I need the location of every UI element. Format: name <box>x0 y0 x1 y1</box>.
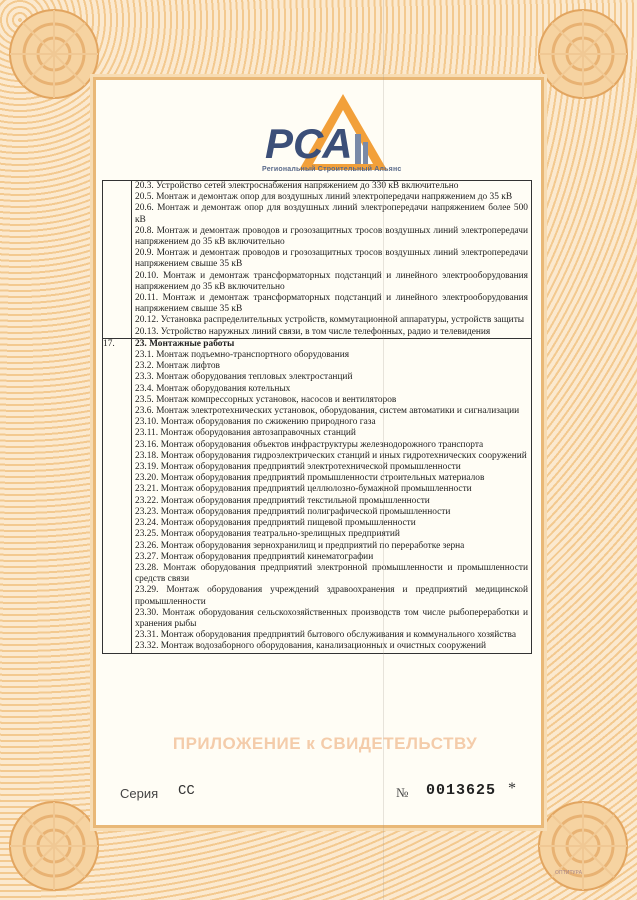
activity-item: 23.3. Монтаж оборудования тепловых электростанций <box>135 372 353 383</box>
activity-item: 20.9. Монтаж и демонтаж проводов и грозозащитных тросов воздушных линий электропередачи напряжением свыше 35 кВ <box>135 248 528 270</box>
activity-item: 20.12. Установка распределительных устройств, коммутационной аппаратуры, устройств защиты <box>135 315 525 326</box>
activity-item: 20.11. Монтаж и демонтаж трансформаторных подстанций и линейного электрооборудования напряжением свыше 35 кВ <box>135 293 528 315</box>
activity-item: 23.18. Монтаж оборудования гидроэлектрических станций и иных гидротехнических сооружений <box>135 450 527 461</box>
series-value: СС <box>178 783 195 799</box>
fold-line <box>383 0 384 900</box>
activity-item: 23.1. Монтаж подъемно-транспортного оборудования <box>135 350 350 361</box>
row-content <box>132 181 532 339</box>
activity-item: 20.10. Монтаж и демонтаж трансформаторных подстанций и линейного электрооборудования напряжением до 35 кВ включительно <box>135 270 528 292</box>
activity-item: 23.16. Монтаж оборудования объектов инфраструктуры железнодорожного транспорта <box>135 439 484 450</box>
star-mark: * <box>508 780 516 797</box>
activity-item: 23.24. Монтаж оборудования предприятий пищевой промышленности <box>135 518 416 529</box>
activity-item: 23.26. Монтаж оборудования зернохранилищ и предприятий по переработке зерна <box>135 540 465 551</box>
activity-item: 23.19. Монтаж оборудования предприятий электротехнической промышленности <box>135 462 461 473</box>
activity-item: 23.21. Монтаж оборудования предприятий целлюлозно-бумажной промышленности <box>135 484 472 495</box>
activity-item: 20.13. Устройство наружных линий связи, в том числе телефонных, радио и телевидения <box>135 326 491 337</box>
activity-item: 23.20. Монтаж оборудования предприятий промышленности строительных материалов <box>135 473 485 484</box>
rsa-logo <box>255 92 390 174</box>
corner-ornament-icon <box>6 798 102 894</box>
appendix-banner: ПРИЛОЖЕНИЕ к СВИДЕТЕЛЬСТВУ <box>172 734 478 753</box>
activity-item: 23.25. Монтаж оборудования театрально-зрелищных предприятий <box>135 529 400 540</box>
logo-caption: Региональный Строительный Альянс <box>262 166 402 173</box>
table-row <box>103 338 532 653</box>
row-number: 17. <box>103 338 132 653</box>
corner-ornament-icon <box>535 798 631 894</box>
activity-item: 20.8. Монтаж и демонтаж проводов и грозозащитных тросов воздушных линий электропередачи напряжением до 35 кВ включительно <box>135 225 528 248</box>
activity-item: 23.29. Монтаж оборудования учреждений здравоохранения и предприятий медицинской промышленности <box>135 585 528 607</box>
activity-item: 23.28. Монтаж оборудования предприятий электронной промышленности и промышленности средств связи <box>135 562 528 585</box>
corner-ornament-icon <box>535 6 631 102</box>
printer-mark: ОПТИТУРА <box>555 870 583 876</box>
activity-item: 23.4. Монтаж оборудования котельных <box>135 383 291 394</box>
activity-item: 23.32. Монтаж водозаборного оборудования, канализационных и очистных сооружений <box>135 641 486 652</box>
activity-item: 20.3. Устройство сетей электроснабжения напряжением до 330 кВ включительно <box>135 181 459 191</box>
activity-item: 23.31. Монтаж оборудования предприятий бытового обслуживания и коммунального хозяйства <box>135 630 516 641</box>
group-title: 23. Монтажные работы <box>135 338 235 349</box>
series-label: Серия <box>120 786 159 801</box>
table-row <box>103 181 532 339</box>
row-content <box>132 338 532 653</box>
logo-abbr: РСА <box>265 120 353 167</box>
activity-item: 23.27. Монтаж оборудования предприятий кинематографии <box>135 551 374 562</box>
activity-item: 23.10. Монтаж оборудования по сжижению природного газа <box>135 417 376 428</box>
corner-ornament-icon <box>6 6 102 102</box>
activity-item: 20.6. Монтаж и демонтаж опор для воздушных линий электропередачи напряжением более 500 кВ <box>135 203 528 225</box>
activity-item: 23.23. Монтаж оборудования предприятий полиграфической промышленности <box>135 506 451 517</box>
certificate-number: 0013625 <box>426 782 497 799</box>
activity-item: 23.5. Монтаж компрессорных установок, насосов и вентиляторов <box>135 394 397 405</box>
number-label: № <box>396 785 409 800</box>
activity-item: 23.22. Монтаж оборудования предприятий текстильной промышленности <box>135 495 430 506</box>
row-number <box>103 181 132 339</box>
activity-item: 23.6. Монтаж электротехнических установок, оборудования, систем автоматики и сигнализации <box>135 406 520 417</box>
activity-item: 23.30. Монтаж оборудования сельскохозяйственных производств том числе рыбопереработки и хранения рыбы <box>135 607 528 629</box>
activity-item: 20.5. Монтаж и демонтаж опор для воздушных линий электропередачи напряжением до 35 кВ <box>135 192 513 203</box>
activity-item: 23.11. Монтаж оборудования автозаправочных станций <box>135 428 356 439</box>
activity-item: 23.2. Монтаж лифтов <box>135 361 220 372</box>
activity-table <box>102 180 532 654</box>
